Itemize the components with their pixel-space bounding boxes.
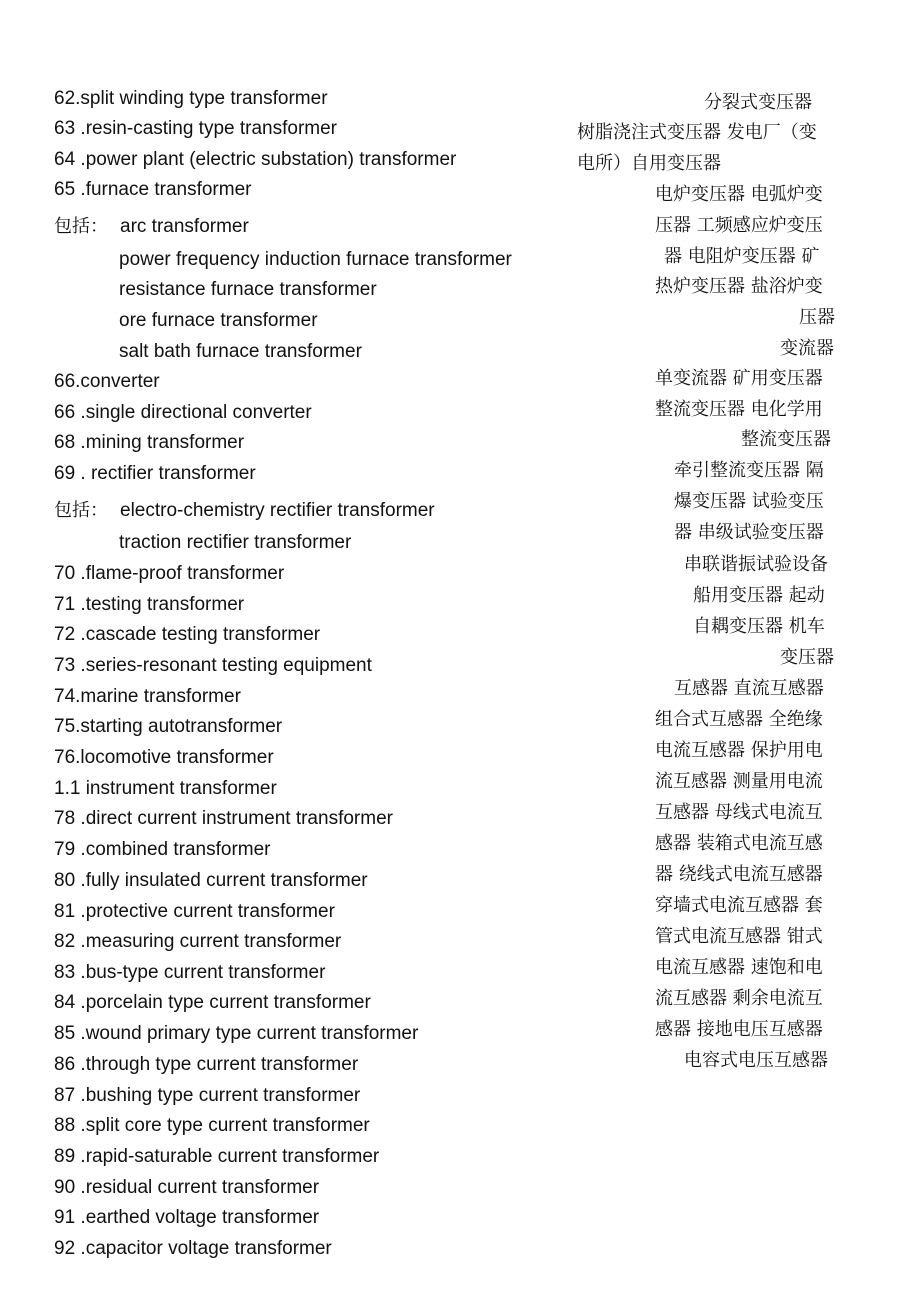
entry-91: 91 .earthed voltage transformer (54, 1207, 320, 1228)
entry-71: 71 .testing transformer (54, 594, 245, 615)
zh-line-22: 电流互感器 保护用电 (655, 740, 823, 761)
entry-81: 81 .protective current transformer (54, 901, 335, 922)
zh-line-12: 整流变压器 (741, 429, 831, 450)
entry-69: 69 . rectifier transformer (54, 463, 256, 484)
zh-line-31: 感器 接地电压互感器 (655, 1019, 823, 1040)
entry-74: 74.marine transformer (54, 686, 241, 707)
entry-65: 65 .furnace transformer (54, 179, 252, 200)
entry-84: 84 .porcelain type current transformer (54, 992, 371, 1013)
entry-66-single: 66 .single directional converter (54, 402, 312, 423)
zh-line-14: 爆变压器 试验变压 (674, 491, 824, 512)
zh-line-19: 变压器 (780, 647, 834, 668)
includes-label: 包括： (54, 216, 108, 237)
zh-line-32: 电容式电压互感器 (684, 1050, 828, 1071)
entry-66-converter: 66.converter (54, 371, 160, 392)
entry-92: 92 .capacitor voltage transformer (54, 1238, 332, 1259)
entry-62: 62.split winding type transformer (54, 88, 328, 109)
entry-63: 63 .resin-casting type transformer (54, 118, 338, 139)
includes-label: 包括： (54, 500, 108, 521)
entry-rectifier-sub-1: traction rectifier transformer (119, 532, 352, 553)
zh-line-5: 压器 工频感应炉变压 (655, 215, 823, 236)
entry-86: 86 .through type current transformer (54, 1054, 359, 1075)
zh-line-1: 分裂式变压器 (704, 92, 812, 113)
entry-furnace-sub-3: ore furnace transformer (119, 310, 318, 331)
zh-line-10: 单变流器 矿用变压器 (655, 368, 823, 389)
zh-line-9: 变流器 (780, 338, 834, 359)
entry-87: 87 .bushing type current transformer (54, 1085, 361, 1106)
zh-line-7: 热炉变压器 盐浴炉变 (655, 276, 823, 297)
zh-line-16: 串联谐振试验设备 (684, 554, 828, 575)
entry-furnace-sub-4: salt bath furnace transformer (119, 341, 362, 362)
zh-line-28: 管式电流互感器 钳式 (655, 926, 823, 947)
entry-80: 80 .fully insulated current transformer (54, 870, 368, 891)
entry-furnace-sub-1: power frequency induction furnace transformer (119, 249, 512, 270)
entry-64: 64 .power plant (electric substation) transformer (54, 149, 457, 170)
zh-line-3: 电所）自用变压器 (577, 153, 721, 174)
zh-line-8: 压器 (799, 307, 835, 328)
entry-75: 75.starting autotransformer (54, 716, 283, 737)
entry-72: 72 .cascade testing transformer (54, 624, 321, 645)
entry-78: 78 .direct current instrument transformer (54, 808, 393, 829)
zh-line-25: 感器 装箱式电流互感 (655, 833, 823, 854)
entry-83: 83 .bus-type current transformer (54, 962, 326, 983)
zh-line-30: 流互感器 剩余电流互 (655, 988, 823, 1009)
entry-70: 70 .flame-proof transformer (54, 563, 285, 584)
entry-85: 85 .wound primary type current transformer (54, 1023, 419, 1044)
entry-82: 82 .measuring current transformer (54, 931, 342, 952)
zh-line-24: 互感器 母线式电流互 (655, 802, 823, 823)
zh-line-2: 树脂浇注式变压器 发电厂（变 (577, 122, 817, 143)
entry-furnace-includes: 包括： arc transformer (54, 216, 249, 237)
entry-90: 90 .residual current transformer (54, 1177, 320, 1198)
entry-89: 89 .rapid-saturable current transformer (54, 1146, 380, 1167)
entry-73: 73 .series-resonant testing equipment (54, 655, 372, 676)
zh-line-6: 器 电阻炉变压器 矿 (664, 246, 820, 267)
entry-68: 68 .mining transformer (54, 432, 245, 453)
entry-88: 88 .split core type current transformer (54, 1115, 370, 1136)
entry-furnace-sub-2: resistance furnace transformer (119, 279, 377, 300)
zh-line-18: 自耦变压器 机车 (693, 616, 825, 637)
zh-line-11: 整流变压器 电化学用 (655, 399, 823, 420)
zh-line-26: 器 绕线式电流互感器 (655, 864, 823, 885)
entry-76: 76.locomotive transformer (54, 747, 274, 768)
zh-line-13: 牵引整流变压器 隔 (674, 460, 824, 481)
entry-79: 79 .combined transformer (54, 839, 271, 860)
zh-line-29: 电流互感器 速饱和电 (655, 957, 823, 978)
zh-line-21: 组合式互感器 全绝缘 (655, 709, 823, 730)
zh-line-20: 互感器 直流互感器 (674, 678, 824, 699)
zh-line-23: 流互感器 测量用电流 (655, 771, 823, 792)
zh-line-27: 穿墙式电流互感器 套 (655, 895, 823, 916)
zh-line-15: 器 串级试验变压器 (674, 522, 824, 543)
zh-line-4: 电炉变压器 电弧炉变 (655, 184, 823, 205)
entry-1-1: 1.1 instrument transformer (54, 778, 277, 799)
entry-rectifier-includes: 包括： electro-chemistry rectifier transformer (54, 500, 435, 521)
zh-line-17: 船用变压器 起动 (693, 585, 825, 606)
